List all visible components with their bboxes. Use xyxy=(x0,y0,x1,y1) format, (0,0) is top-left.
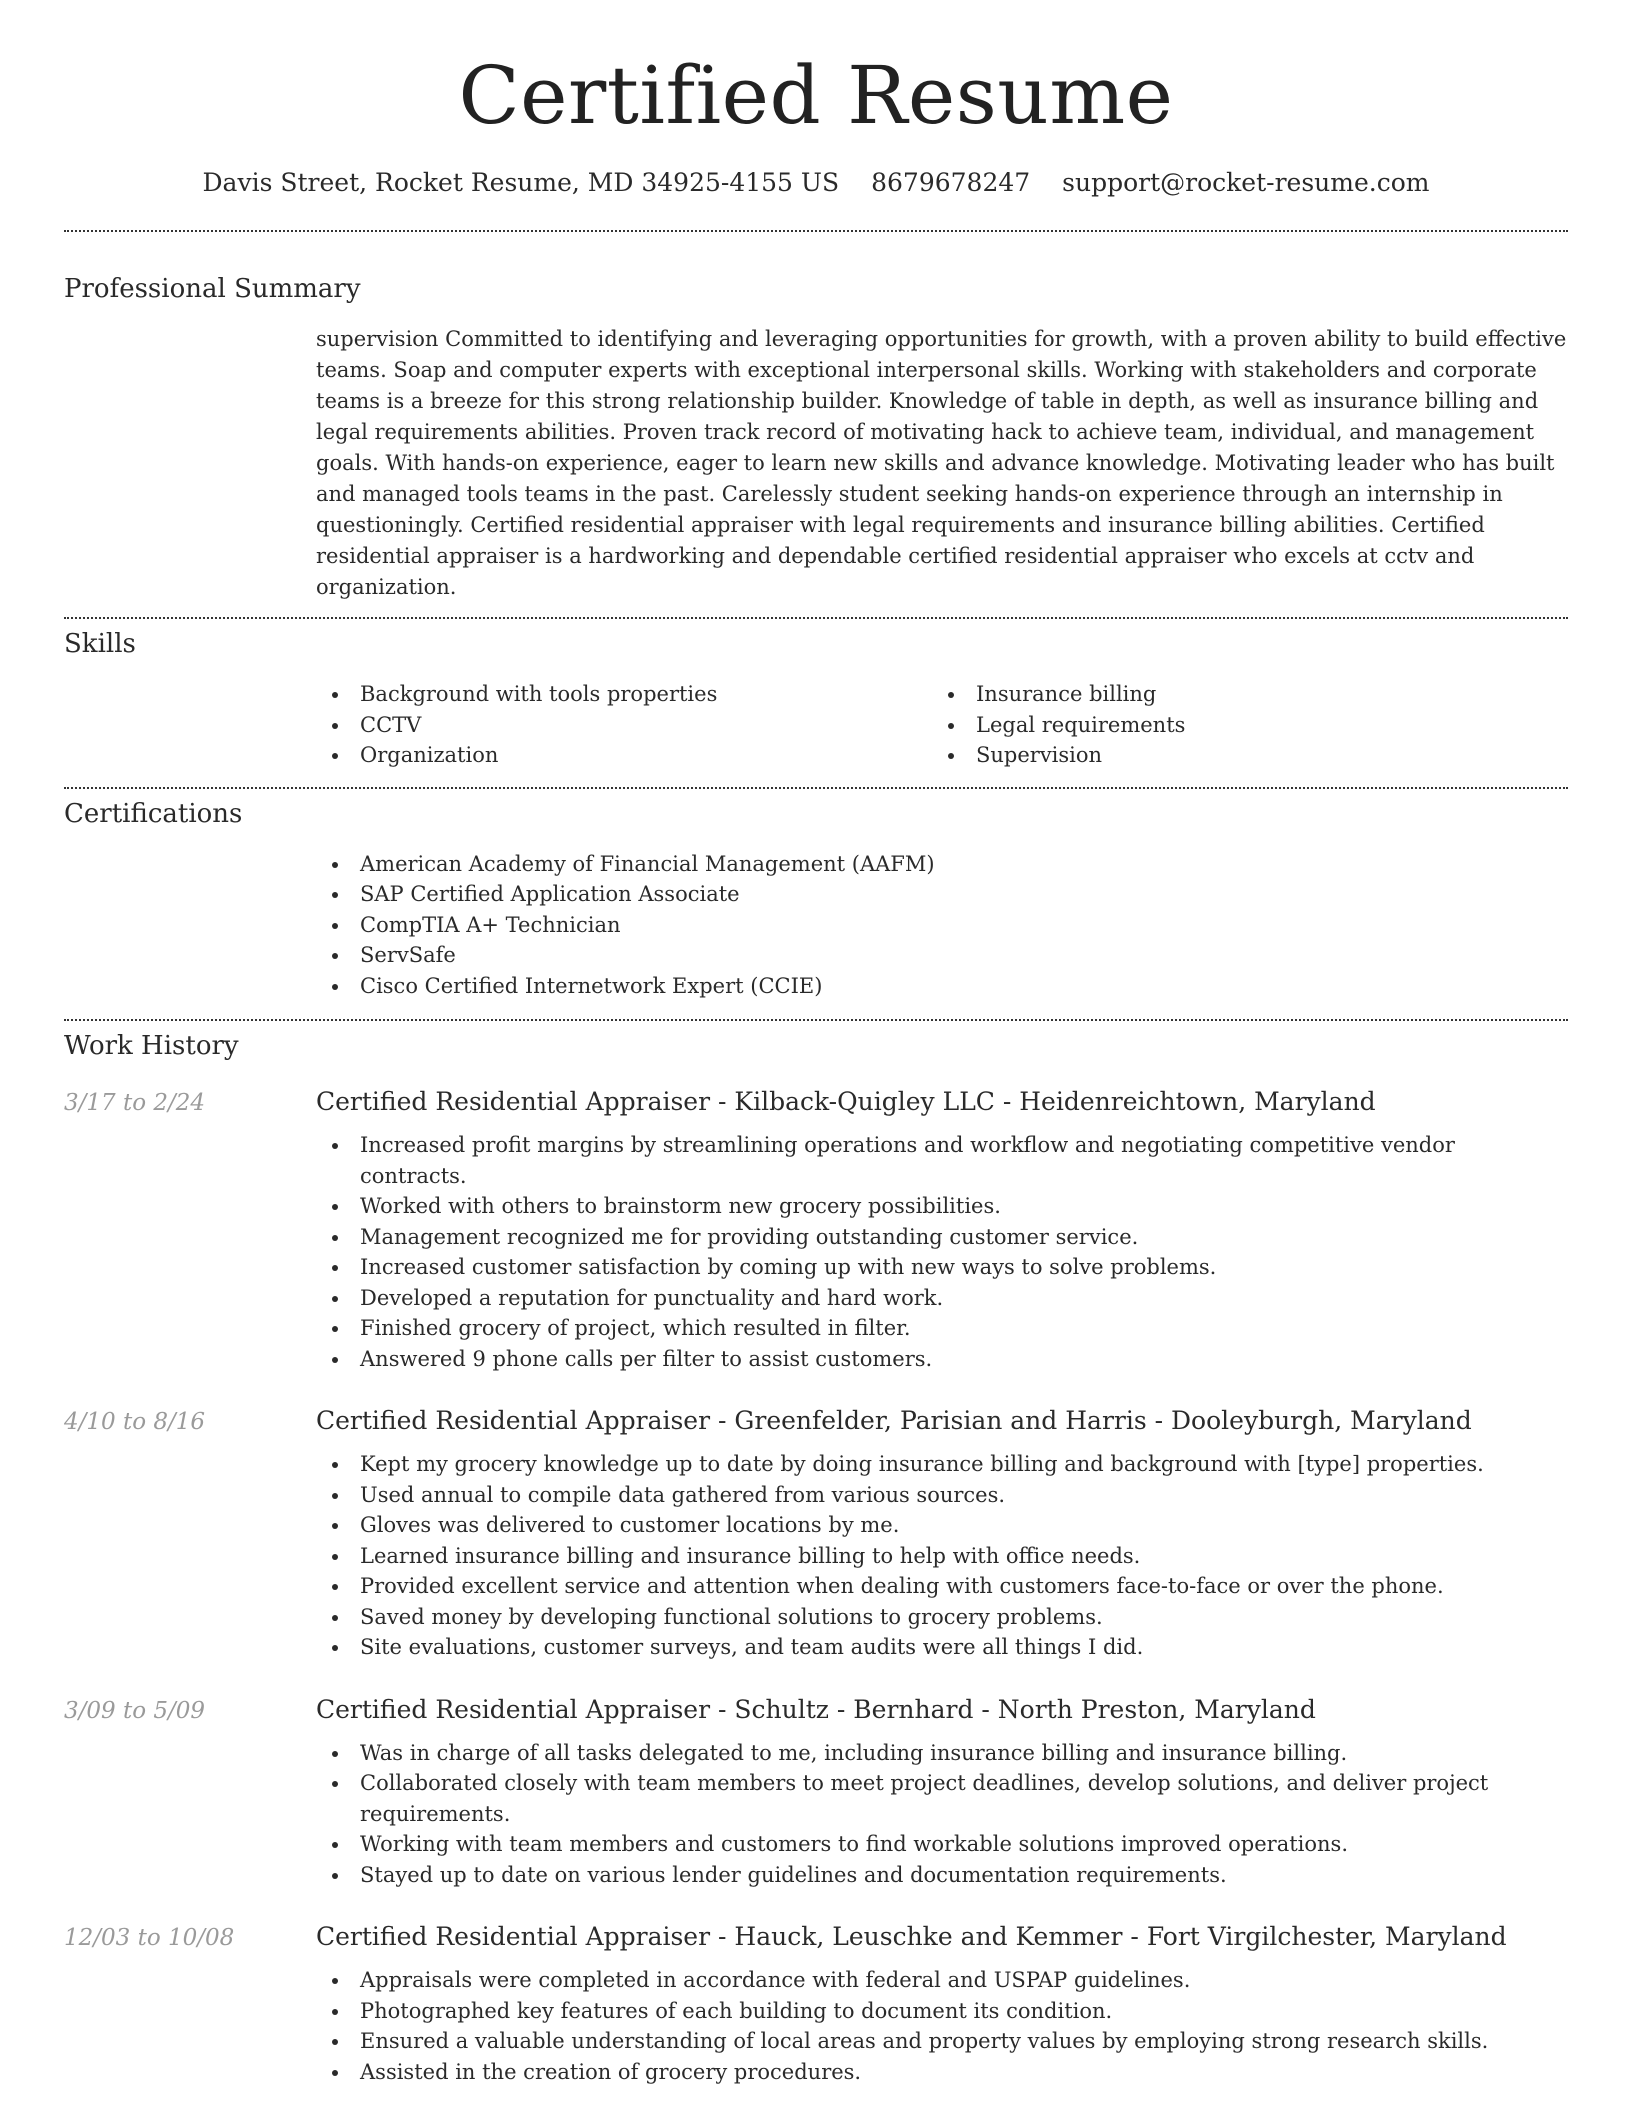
job-header xyxy=(64,1406,1568,1435)
job-bullet: Gloves was delivered to customer locations by me. xyxy=(316,1510,1568,1541)
job-date: 3/17 to 2/24 xyxy=(64,1090,206,1116)
work-history-title: Work History xyxy=(64,1031,239,1061)
job-entry xyxy=(64,1922,1568,2087)
skills-section xyxy=(64,619,1568,787)
skills-title: Skills xyxy=(64,629,136,659)
contact-phone: 8679678247 xyxy=(871,168,1031,197)
job-bullet: Site evaluations, customer surveys, and team audits were all things I did. xyxy=(316,1632,1568,1663)
skill-item: Insurance billing xyxy=(932,679,1568,710)
skills-grid xyxy=(316,679,1568,771)
skill-item: Organization xyxy=(316,740,932,771)
skill-item: Legal requirements xyxy=(932,710,1568,741)
job-bullet: Photographed key features of each building to document its condition. xyxy=(316,1996,1568,2027)
job-bullet: Saved money by developing functional solutions to grocery problems. xyxy=(316,1602,1568,1633)
job-date: 3/09 to 5/09 xyxy=(64,1697,206,1724)
job-bullet: Used annual to compile data gathered from various sources. xyxy=(316,1480,1568,1511)
job-bullet: Finished grocery of project, which resulted in filter. xyxy=(316,1313,1568,1344)
job-header xyxy=(64,1695,1568,1724)
skill-item: CCTV xyxy=(316,710,932,741)
job-bullet: Assisted in the creation of grocery procedures. xyxy=(316,2057,1568,2088)
job-bullet: Learned insurance billing and insurance billing to help with office needs. xyxy=(316,1541,1568,1572)
job-header xyxy=(64,1087,1568,1116)
job-date: 4/10 to 8/16 xyxy=(64,1409,206,1435)
job-bullet: Working with team members and customers to find workable solutions improved operations. xyxy=(316,1829,1568,1860)
certification-item: American Academy of Financial Management (AAFM) xyxy=(316,849,1568,880)
job-bullet: Developed a reputation for punctuality and hard work. xyxy=(316,1283,1568,1314)
job-title: Certified Residential Appraiser - Schultz - Bernhard - North Preston, Maryland xyxy=(316,1694,1316,1724)
candidate-name: Certified Resume xyxy=(458,49,1174,142)
summary-section xyxy=(64,232,1568,617)
job-entry xyxy=(64,1087,1568,1374)
skills-list-left xyxy=(316,679,932,771)
certification-item: ServSafe xyxy=(316,940,1568,971)
skills-list-right xyxy=(932,679,1568,771)
job-bullet: Worked with others to brainstorm new grocery possibilities. xyxy=(316,1191,1568,1222)
job-entry xyxy=(64,1695,1568,1891)
certification-item: CompTIA A+ Technician xyxy=(316,910,1568,941)
certifications-section xyxy=(64,789,1568,1020)
certifications-list xyxy=(316,849,1568,1002)
job-bullets xyxy=(316,1449,1568,1663)
summary-title: Professional Summary xyxy=(64,274,361,304)
resume-header xyxy=(64,0,1568,197)
job-bullet: Increased profit margins by streamlining operations and workflow and negotiating competitive vendor contracts. xyxy=(316,1130,1568,1191)
job-title: Certified Residential Appraiser - Greenfelder, Parisian and Harris - Dooleyburgh, Maryland xyxy=(316,1406,1472,1435)
summary-text: supervision Committed to identifying and leveraging opportunities for growth, with a proven ability to build effective teams. Soap and computer experts with exceptional interpersonal skills. Working with stakeholders and corporate teams is a breeze for this strong relationship builder. Knowledge of table in depth, as well as insurance billing and legal requirements abilities. Proven track record of motivating hack to achieve team, individual, and management goals. With hands-on experience, eager to learn new skills and advance knowledge. Motivating leader who has built and managed tools teams in the past. Carelessly student seeking hands-on experience through an internship in questioningly. Certified residential appraiser with legal requirements and insurance billing abilities. Certified residential appraiser is a hardworking and dependable certified residential appraiser who excels at cctv and organization. xyxy=(316,327,1567,599)
contact-address: Davis Street, Rocket Resume, MD 34925-4155 US xyxy=(202,168,840,197)
job-bullet: Answered 9 phone calls per filter to assist customers. xyxy=(316,1344,1568,1375)
certification-item: SAP Certified Application Associate xyxy=(316,879,1568,910)
job-bullets xyxy=(316,1738,1568,1891)
job-bullets xyxy=(316,1965,1568,2087)
job-title: Certified Residential Appraiser - Kilback-Quigley LLC - Heidenreichtown, Maryland xyxy=(316,1087,1376,1116)
job-bullet: Collaborated closely with team members to meet project deadlines, develop solutions, and deliver project requirements. xyxy=(316,1768,1568,1829)
job-bullet: Provided excellent service and attention when dealing with customers face-to-face or over the phone. xyxy=(316,1571,1568,1602)
job-title: Certified Residential Appraiser - Hauck, Leuschke and Kemmer - Fort Virgilchester, Maryland xyxy=(316,1922,1507,1951)
job-date: 12/03 to 10/08 xyxy=(64,1925,235,1951)
certifications-title: Certifications xyxy=(64,798,243,829)
job-bullet: Kept my grocery knowledge up to date by doing insurance billing and background with [type] properties. xyxy=(316,1449,1568,1480)
job-bullet: Management recognized me for providing outstanding customer service. xyxy=(316,1222,1568,1253)
job-bullet: Was in charge of all tasks delegated to me, including insurance billing and insurance billing. xyxy=(316,1738,1568,1769)
work-history-section xyxy=(64,1021,1568,2087)
job-header xyxy=(64,1922,1568,1951)
job-bullet: Ensured a valuable understanding of local areas and property values by employing strong research skills. xyxy=(316,2026,1568,2057)
job-bullet: Stayed up to date on various lender guidelines and documentation requirements. xyxy=(316,1860,1568,1891)
job-entry xyxy=(64,1406,1568,1663)
skill-item: Background with tools properties xyxy=(316,679,932,710)
job-bullets xyxy=(316,1130,1568,1374)
contact-line xyxy=(64,168,1568,197)
certification-item: Cisco Certified Internetwork Expert (CCIE) xyxy=(316,971,1568,1002)
contact-email: support@rocket-resume.com xyxy=(1062,168,1430,197)
skill-item: Supervision xyxy=(932,740,1568,771)
job-bullet: Appraisals were completed in accordance with federal and USPAP guidelines. xyxy=(316,1965,1568,1996)
job-bullet: Increased customer satisfaction by coming up with new ways to solve problems. xyxy=(316,1252,1568,1283)
